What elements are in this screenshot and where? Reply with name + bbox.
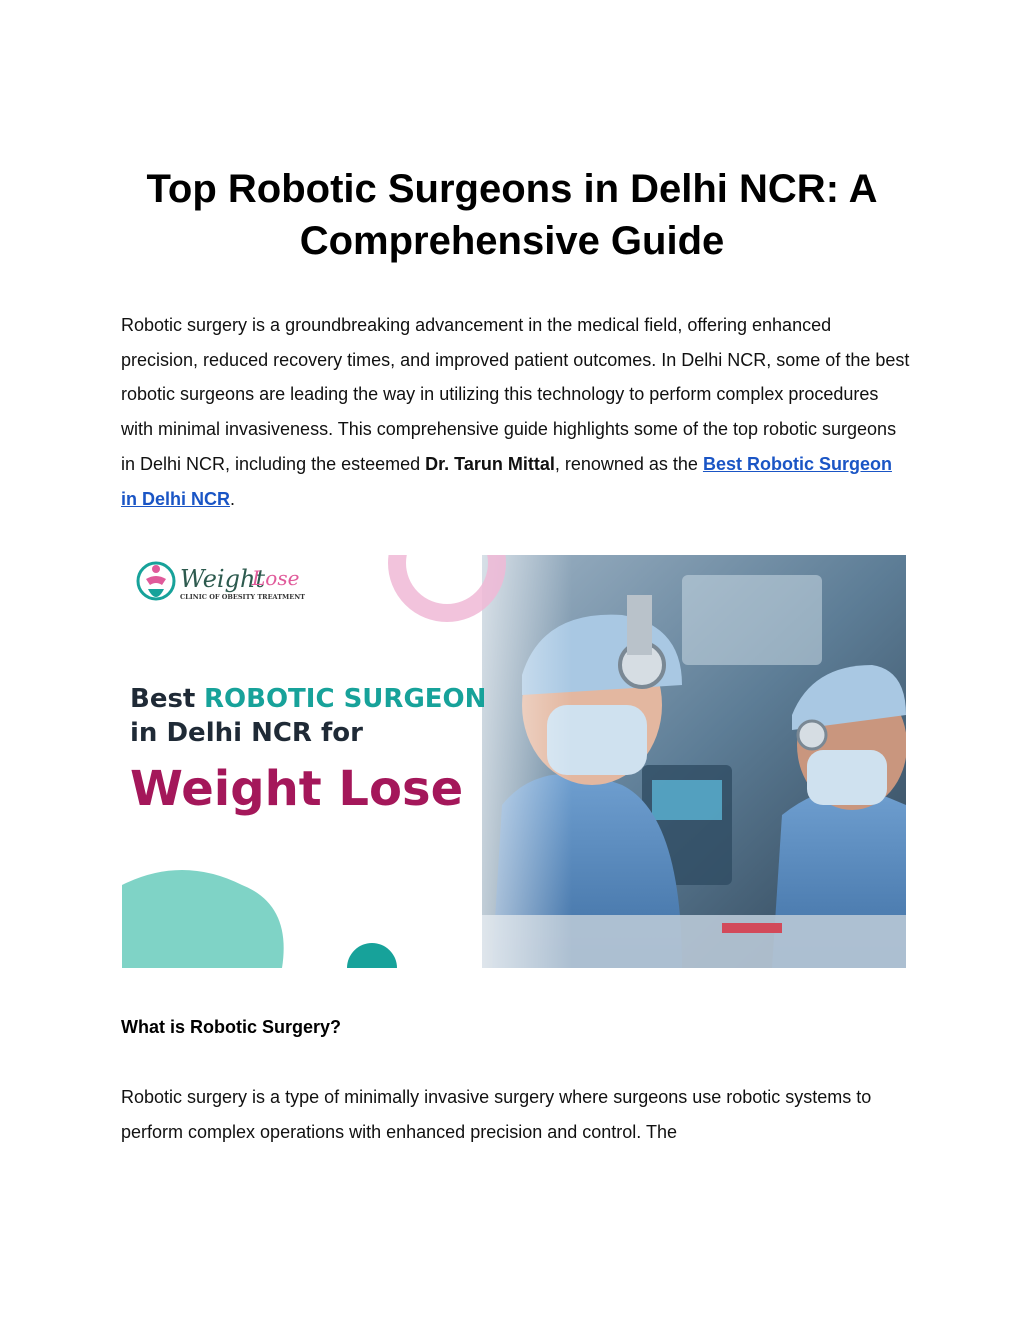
best-robotic-surgeon-link[interactable]: Best Robotic Surgeon in Delhi NCR: [121, 453, 892, 509]
headline-delhi-ncr: in Delhi NCR for: [130, 718, 363, 748]
headline-weight-lose: Weight Lose: [130, 761, 464, 817]
title-line-1: Top Robotic Surgeons in Delhi NCR: A: [146, 167, 878, 211]
intro-text-middle: , renowned as the: [554, 453, 703, 474]
logo-word-weight: Weight: [180, 565, 266, 593]
logo-word-lose: Lose: [252, 566, 300, 590]
banner-image: [122, 555, 906, 968]
intro-paragraph: [121, 308, 911, 516]
doctor-name: Dr. Tarun Mittal: [425, 453, 555, 474]
headline-best: Best: [130, 684, 196, 714]
section-paragraph: Robotic surgery is a type of minimally invasive surgery where surgeons use robotic systems to perform complex operations with enhanced precision and control. The: [121, 1087, 872, 1142]
headline-robotic-surgeon: ROBOTIC SURGEON: [204, 684, 487, 714]
logo-tagline: CLINIC OF OBESITY TREATMENT: [180, 593, 305, 601]
section-heading: What is Robotic Surgery?: [121, 1017, 342, 1037]
intro-text: Robotic surgery is a groundbreaking advancement in the medical field, offering enhanced precision, reduced recovery times, and improved patient outcomes. In Delhi NCR, some of the best robotic surgeons are leading the way in utilizing this technology to perform complex procedures with minimal invasiveness. This comprehensive guide highlights some of the top robotic surgeons in Delhi NCR, including the esteemed: [121, 315, 910, 474]
document-title: [100, 163, 924, 267]
title-line-2: Comprehensive Guide: [299, 219, 725, 263]
intro-text-end: .: [230, 488, 236, 509]
